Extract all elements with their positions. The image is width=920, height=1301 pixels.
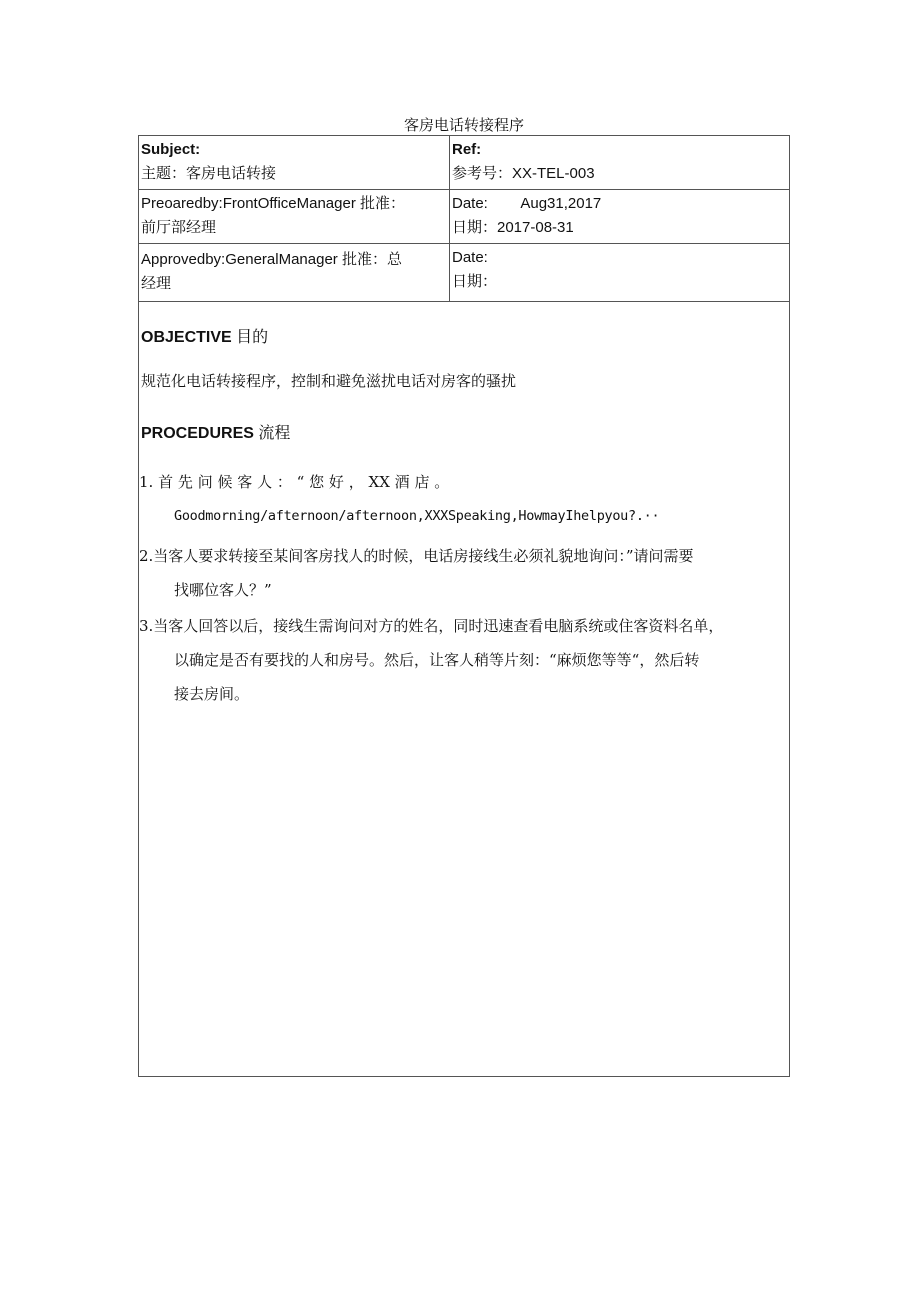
step-1 (139, 465, 789, 533)
procedure-body (139, 302, 789, 1076)
procedures-heading (141, 420, 290, 443)
date-cell-1 (450, 190, 789, 243)
approved-by-cn: 经理 (141, 275, 172, 292)
date-2: Date: (452, 249, 488, 266)
header-row-approved (139, 244, 789, 302)
approved-by: Approvedby:GeneralManager 批准：总 (141, 251, 402, 268)
document-title: 客房电话转接程序 (403, 117, 524, 134)
procedures-heading-cn: 流程 (253, 425, 291, 442)
step-2-line: 2.当客人要求转接至某间客房找人的时候，电话房接线生必须礼貌地询问：”请问需要 (139, 547, 694, 565)
step-1-token: ： (276, 473, 292, 491)
step-1-token: 人 (257, 473, 273, 491)
step-3-cont-1: 以确定是否有要找的人和房号。然后，让客人稍等片刻：“麻烦您等等“，然后转 (174, 651, 700, 669)
step-1-token: 店 (414, 473, 430, 491)
ref-label: Ref: (452, 141, 482, 158)
header-row-prepared (139, 190, 789, 244)
step-3-line: 3.当客人回答以后，接线生需询问对方的姓名，同时迅速查看电脑系统或住客资料名单， (139, 617, 724, 635)
date-cell-2 (450, 244, 789, 301)
step-1-token: 您 (309, 473, 325, 491)
step-1-token: 候 (217, 473, 233, 491)
step-3-cont-2: 接去房间。 (174, 685, 250, 703)
step-3 (139, 609, 789, 711)
step-1-token: XX (368, 473, 390, 491)
prepared-by: Preoaredby:FrontOfficeManager 批准： (141, 195, 406, 212)
subject-cell (139, 136, 450, 189)
approved-cell (139, 244, 450, 301)
objective-heading-en: OBJECTIVE (141, 329, 232, 346)
prepared-by-cn: 前厅部经理 (141, 219, 217, 236)
objective-text: 规范化电话转接程序，控制和避免滋扰电话对房客的骚扰 (141, 372, 517, 390)
step-1-token: 1. (139, 473, 154, 491)
step-1-english: Goodmorning/afternoon/afternoon,XXXSpeaking,HowmayIhelpyou?.·· (174, 508, 660, 524)
date-1-cn: 日期：2017-08-31 (452, 219, 574, 236)
step-1-token: 。 (434, 473, 450, 491)
step-1-token: 好 (328, 473, 344, 491)
step-1-token: “ (296, 473, 305, 491)
step-1-token: 客 (237, 473, 253, 491)
objective-heading-cn: 目的 (231, 329, 269, 346)
prepared-cell (139, 190, 450, 243)
step-1-token: 首 (158, 473, 174, 491)
procedures-heading-en: PROCEDURES (141, 425, 254, 442)
step-1-token: 酒 (394, 473, 410, 491)
date-2-cn: 日期： (452, 273, 498, 290)
step-2 (139, 539, 789, 607)
objective-heading (141, 324, 268, 347)
step-2-cont: 找哪位客人？” (174, 581, 272, 599)
step-1-line (139, 465, 789, 499)
header-row-subject (139, 136, 789, 190)
date-1: Date: Aug31,2017 (452, 195, 602, 212)
subject-value: 主题：客房电话转接 (141, 165, 277, 182)
procedure-table (138, 135, 790, 1077)
step-1-token: 问 (197, 473, 213, 491)
subject-label: Subject: (141, 141, 201, 158)
step-1-token: ， (348, 473, 364, 491)
ref-cell (450, 136, 789, 189)
step-1-token: 先 (177, 473, 193, 491)
ref-value: 参考号：XX-TEL-003 (452, 165, 595, 182)
